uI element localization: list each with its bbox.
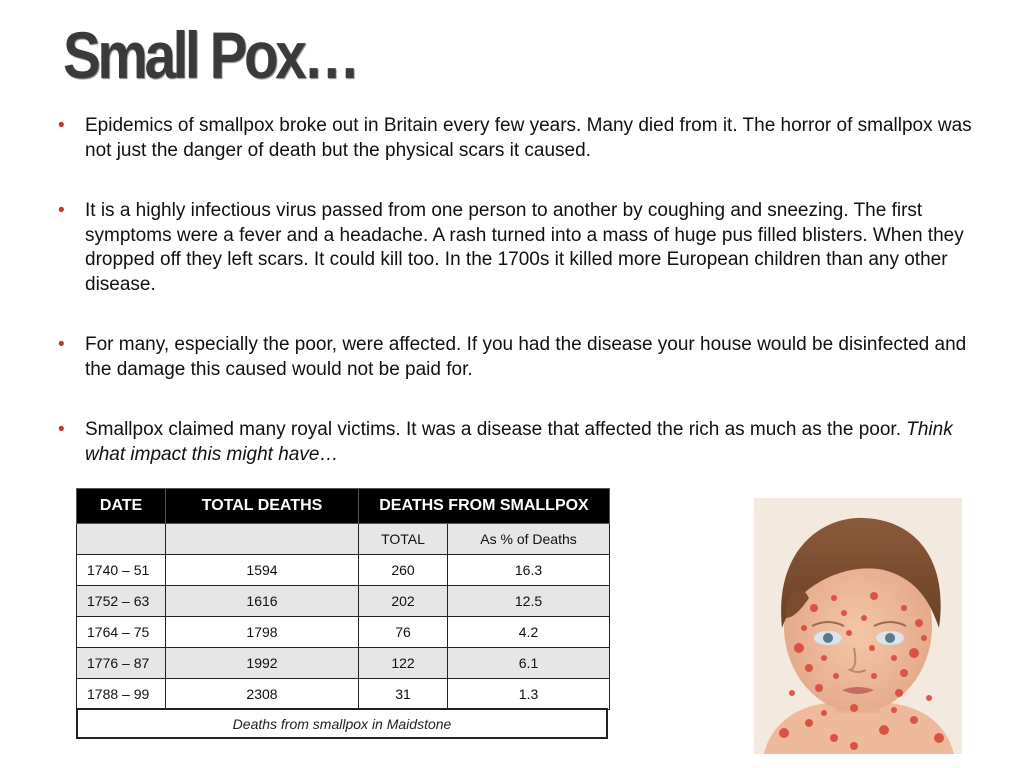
cell-percent: 16.3 — [448, 555, 610, 586]
table-subheader-row — [77, 524, 610, 555]
cell-percent: 4.2 — [448, 617, 610, 648]
subheader-total: TOTAL — [359, 524, 448, 555]
bullet-dot-icon: • — [58, 419, 65, 440]
header-total-deaths: TOTAL DEATHS — [166, 489, 359, 524]
table-row — [77, 586, 610, 617]
cell-smallpox-total: 122 — [359, 648, 448, 679]
cell-total-deaths: 1992 — [166, 648, 359, 679]
cell-date: 1788 – 99 — [77, 679, 166, 710]
bullet-text: Smallpox claimed many royal victims. It was a disease that affected the rich as much as the poor. — [85, 419, 907, 440]
cell-percent: 1.3 — [448, 679, 610, 710]
bullet-item — [58, 418, 978, 467]
subheader-empty — [166, 524, 359, 555]
table-row — [77, 617, 610, 648]
bullet-italic-text: Think what impact this might have… — [85, 419, 953, 465]
bullet-item — [58, 199, 978, 297]
cell-total-deaths: 1616 — [166, 586, 359, 617]
subheader-empty — [77, 524, 166, 555]
cell-percent: 6.1 — [448, 648, 610, 679]
cell-smallpox-total: 31 — [359, 679, 448, 710]
bullet-dot-icon: • — [58, 200, 65, 221]
cell-date: 1776 – 87 — [77, 648, 166, 679]
cell-smallpox-total: 76 — [359, 617, 448, 648]
cell-total-deaths: 2308 — [166, 679, 359, 710]
smallpox-child-image — [754, 498, 962, 754]
header-date: DATE — [77, 489, 166, 524]
child-illustration — [754, 498, 962, 754]
cell-smallpox-total: 260 — [359, 555, 448, 586]
cell-date: 1740 – 51 — [77, 555, 166, 586]
table-row — [77, 648, 610, 679]
table-row — [77, 555, 610, 586]
table-caption: Deaths from smallpox in Maidstone — [76, 708, 608, 739]
table-header-row — [77, 489, 610, 524]
bullet-dot-icon: • — [58, 115, 65, 136]
cell-smallpox-total: 202 — [359, 586, 448, 617]
bullet-item — [58, 333, 978, 382]
cell-total-deaths: 1594 — [166, 555, 359, 586]
smallpox-deaths-table — [76, 488, 610, 710]
subheader-percent: As % of Deaths — [448, 524, 610, 555]
cell-date: 1764 – 75 — [77, 617, 166, 648]
bullet-text: Epidemics of smallpox broke out in Britain every few years. Many died from it. The horror of smallpox was not just the danger of death but the physical scars it caused. — [85, 115, 972, 161]
bullet-text: It is a highly infectious virus passed from one person to another by coughing and sneezing. The first symptoms were a fever and a headache. A rash turned into a mass of huge pus filled blisters. When they dropped off they left scars. It could kill too. In the 1700s it killed more European children than any other disease. — [85, 200, 964, 295]
header-smallpox-deaths: DEATHS FROM SMALLPOX — [359, 489, 610, 524]
table-row — [77, 679, 610, 710]
bullet-dot-icon: • — [58, 334, 65, 355]
bullet-text: For many, especially the poor, were affected. If you had the disease your house would be disinfected and the damage this caused would not be paid for. — [85, 334, 967, 380]
slide-title: Small Pox… — [63, 18, 357, 92]
cell-total-deaths: 1798 — [166, 617, 359, 648]
bullet-list — [58, 114, 978, 503]
cell-percent: 12.5 — [448, 586, 610, 617]
bullet-item — [58, 114, 978, 163]
cell-date: 1752 – 63 — [77, 586, 166, 617]
